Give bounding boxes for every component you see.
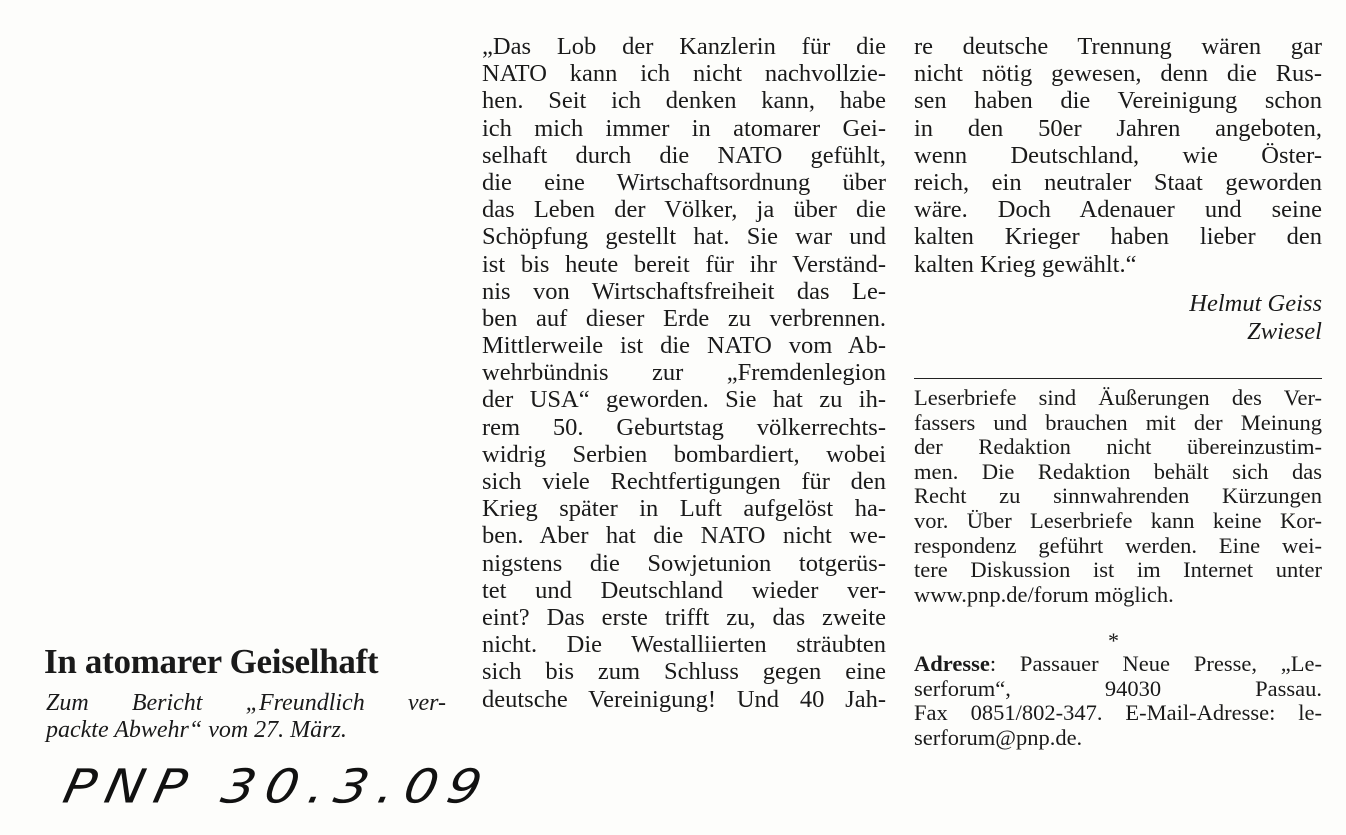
letter-line: wenn Deutschland, wie Öster- — [914, 141, 1322, 169]
letter-line: ist bis heute bereit für ihr Verständ- — [482, 250, 886, 278]
letter-column-middle — [482, 33, 886, 713]
letter-line: reich, ein neutraler Staat geworden — [914, 168, 1322, 196]
letter-line: sen haben die Vereinigung schon — [914, 87, 1322, 115]
letter-line: kalten Krieger haben lieber den — [914, 223, 1322, 251]
letter-line: nigstens die Sowjetunion totgerüs- — [482, 549, 886, 577]
article-headline: In atomarer Geiselhaft — [44, 642, 379, 681]
notice-line: respondenz geführt werden. Eine wei- — [914, 532, 1322, 558]
notice-line: der Redaktion nicht übereinzustim- — [914, 434, 1322, 460]
letter-line: hen. Seit ich denken kann, habe — [482, 87, 886, 115]
subline-line: packte Abwehr“ vom 27. März. — [46, 717, 347, 743]
letter-line: tet und Deutschland wieder ver- — [482, 576, 886, 604]
letter-line: eint? Das erste trifft zu, das zweite — [482, 603, 886, 631]
letter-line: sich bis zum Schluss gegen eine — [482, 658, 886, 686]
address-line: serforum“, 94030 Passau. — [914, 675, 1322, 701]
letter-line: nis von Wirtschaftsfreiheit das Le- — [482, 277, 886, 305]
letter-line: selhaft durch die NATO gefühlt, — [482, 141, 886, 169]
address-text: : Passauer Neue Presse, „Le- — [989, 651, 1322, 676]
letter-line: Schöpfung gestellt hat. Sie war und — [482, 223, 886, 251]
letter-line: sich viele Rechtfertigungen für den — [482, 468, 886, 495]
letter-line: nicht. Die Westalliierten sträubten — [482, 631, 886, 659]
letter-line: NATO kann ich nicht nachvollzie- — [482, 60, 886, 88]
letter-line: in den 50er Jahren angeboten, — [914, 114, 1322, 142]
letter-line: „Das Lob der Kanzlerin für die — [482, 33, 886, 60]
article-subline — [46, 690, 466, 744]
letter-line: der USA“ geworden. Sie hat zu ih- — [482, 386, 886, 414]
letter-line: ben. Aber hat die NATO nicht we- — [482, 522, 886, 550]
letter-line: ich mich immer in atomarer Gei- — [482, 114, 886, 142]
letter-line: widrig Serbien bombardiert, wobei — [482, 440, 886, 468]
address-line: Fax 0851/802-347. E-Mail-Adresse: le- — [914, 700, 1322, 726]
letter-line: deutsche Vereinigung! Und 40 Jah- — [482, 685, 886, 713]
letter-line: Krieg später in Luft aufgelöst ha- — [482, 495, 886, 523]
letter-column-right — [914, 33, 1322, 278]
notice-line: tere Diskussion ist im Internet unter — [914, 557, 1322, 583]
notice-line: Recht zu sinnwahrenden Kürzungen — [914, 483, 1322, 509]
contact-address — [914, 652, 1322, 750]
letter-line: rem 50. Geburtstag völkerrechts- — [482, 413, 886, 441]
letter-line: nicht nötig gewesen, denn die Rus- — [914, 60, 1322, 88]
letter-line: die eine Wirtschaftsordnung über — [482, 168, 886, 196]
letter-line: ben auf dieser Erde zu verbrennen. — [482, 304, 886, 332]
address-line: serforum@pnp.de. — [914, 724, 1083, 750]
letter-line: das Leben der Völker, ja über die — [482, 196, 886, 224]
author-name: Helmut Geiss — [1189, 290, 1322, 317]
subline-line: Zum Bericht „Freundlich ver- — [46, 690, 446, 716]
notice-line: vor. Über Leserbriefe kann keine Kor- — [914, 507, 1322, 533]
notice-line: Leserbriefe sind Äußerungen des Ver- — [914, 385, 1322, 410]
letter-line: Mittlerweile ist die NATO vom Ab- — [482, 332, 886, 360]
letter-line: wäre. Doch Adenauer und seine — [914, 196, 1322, 224]
editorial-notice — [914, 386, 1322, 607]
notice-line: men. Die Redaktion behält sich das — [914, 458, 1322, 484]
letter-line: re deutsche Trennung wären gar — [914, 33, 1322, 60]
notice-line: www.pnp.de/forum möglich. — [914, 581, 1174, 607]
notice-line: fassers und brauchen mit der Meinung — [914, 409, 1322, 435]
letter-line: wehrbündnis zur „Fremdenlegion — [482, 359, 886, 387]
letter-line: kalten Krieg gewählt.“ — [914, 250, 1137, 278]
section-divider — [914, 378, 1322, 379]
address-label: Adresse — [914, 651, 990, 676]
separator-asterisk: * — [1108, 628, 1119, 653]
handwritten-date-note: PNP 30.3.09 — [58, 760, 497, 814]
author-town: Zwiesel — [1247, 318, 1322, 345]
address-line — [914, 652, 1322, 677]
